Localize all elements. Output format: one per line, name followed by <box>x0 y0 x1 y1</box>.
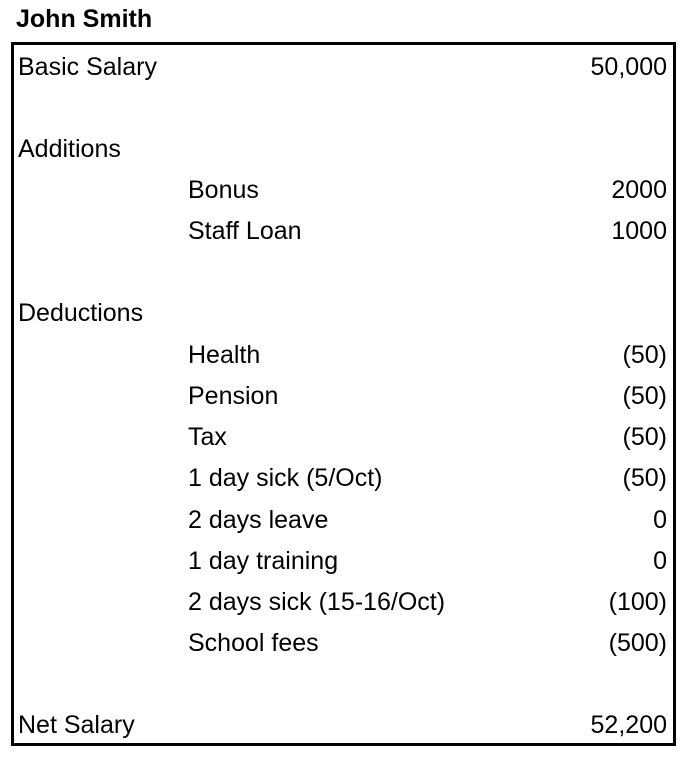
employee-name: John Smith <box>16 5 153 33</box>
net-salary-value: 52,200 <box>590 711 667 739</box>
deduction-label: 1 day sick (5/Oct) <box>188 464 383 492</box>
basic-salary-label: Basic Salary <box>18 53 157 81</box>
deduction-value: (500) <box>608 629 667 657</box>
basic-salary-value: 50,000 <box>590 53 667 81</box>
addition-label: Staff Loan <box>188 217 302 245</box>
additions-heading-row <box>14 129 673 169</box>
deduction-value: 0 <box>653 506 667 534</box>
additions-heading: Additions <box>18 135 121 163</box>
deduction-row-sick-day <box>14 458 673 498</box>
deduction-row-training <box>14 541 673 581</box>
deduction-value: (100) <box>608 588 667 616</box>
net-salary-label: Net Salary <box>18 711 135 739</box>
deduction-label: Pension <box>188 382 279 410</box>
deduction-label: 1 day training <box>188 547 339 575</box>
deduction-label: School fees <box>188 629 319 657</box>
deduction-label: Tax <box>188 423 227 451</box>
deduction-row-tax <box>14 417 673 457</box>
deduction-value: 0 <box>653 547 667 575</box>
deduction-row-sick-days <box>14 582 673 622</box>
deduction-value: (50) <box>622 341 667 369</box>
deduction-label: Health <box>188 341 261 369</box>
deductions-heading-row <box>14 293 673 333</box>
deduction-row-health <box>14 335 673 375</box>
addition-row-staff-loan <box>14 211 673 251</box>
deduction-value: (50) <box>622 382 667 410</box>
addition-row-bonus <box>14 170 673 210</box>
deduction-label: 2 days leave <box>188 506 329 534</box>
deduction-row-pension <box>14 376 673 416</box>
addition-value: 2000 <box>611 176 667 204</box>
salary-table <box>11 42 676 746</box>
addition-label: Bonus <box>188 176 259 204</box>
deduction-row-leave <box>14 500 673 540</box>
deduction-label: 2 days sick (15-16/Oct) <box>188 588 446 616</box>
addition-value: 1000 <box>611 217 667 245</box>
deduction-value: (50) <box>622 464 667 492</box>
deduction-row-school-fees <box>14 623 673 663</box>
deduction-value: (50) <box>622 423 667 451</box>
deductions-heading: Deductions <box>18 299 144 327</box>
net-salary-row <box>14 705 673 745</box>
basic-salary-row <box>14 47 673 87</box>
